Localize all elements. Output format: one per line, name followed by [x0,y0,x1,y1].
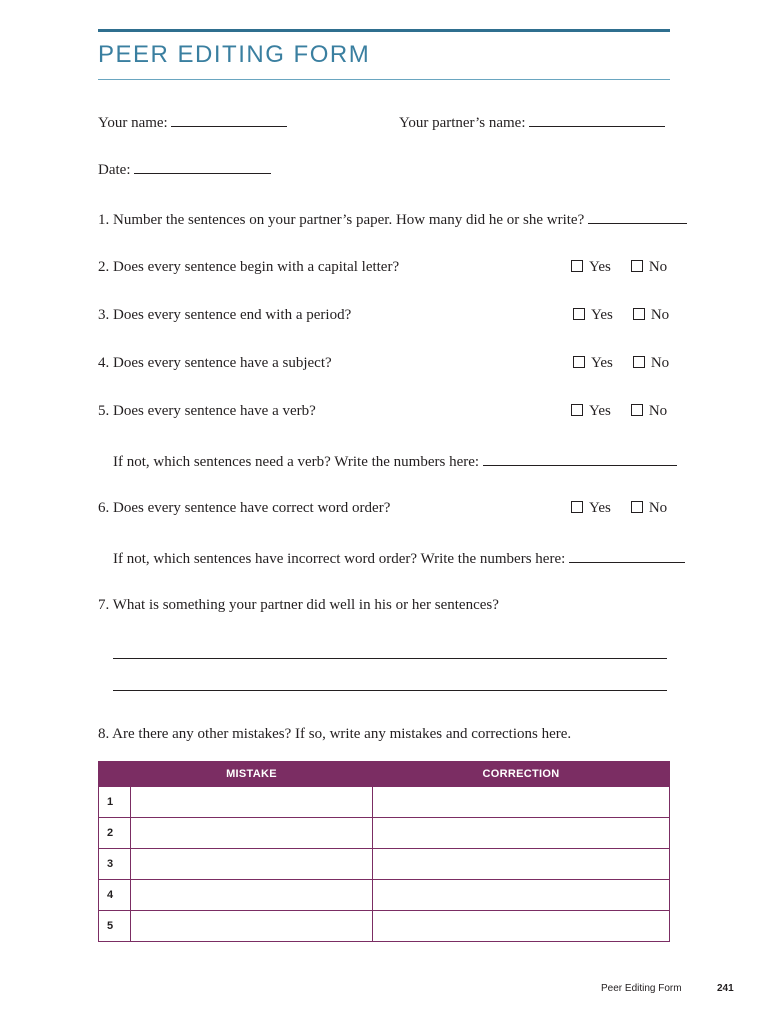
checkbox-icon[interactable] [573,308,585,320]
no-label: No [648,500,668,516]
question-6-text: 6. Does every sentence have correct word order? [98,500,391,516]
partner-name-label: Your partner’s name: [399,115,526,131]
table-header-mistake: MISTAKE [131,762,373,787]
question-6-options [571,499,667,517]
question-8-text: 8. Are there any other mistakes? If so, write any mistakes and corrections here. [98,726,572,742]
yes-option[interactable] [571,403,611,420]
no-label: No [648,259,668,275]
correction-cell[interactable] [373,849,670,880]
correction-cell[interactable] [373,818,670,849]
mistakes-table [98,761,670,942]
question-4-options [573,354,669,372]
question-2-text: 2. Does every sentence begin with a capital letter? [98,259,400,275]
table-row [99,880,670,911]
partner-name-blank[interactable] [529,112,665,127]
question-5-followup-blank[interactable] [483,451,677,466]
answer-line[interactable] [113,690,667,691]
mistake-cell[interactable] [131,787,373,818]
no-option[interactable] [633,355,669,372]
yes-label: Yes [589,500,611,516]
table-row [99,911,670,942]
row-number: 5 [99,911,131,942]
checkbox-icon[interactable] [633,308,645,320]
checkbox-icon[interactable] [571,501,583,513]
table-row [99,818,670,849]
date-field [98,159,271,179]
question-7-text: 7. What is something your partner did well in his or her sentences? [98,597,499,613]
mistake-cell[interactable] [131,849,373,880]
question-5-followup-text: If not, which sentences need a verb? Write the numbers here: [113,454,480,470]
page-number: 241 [717,983,734,994]
yes-option[interactable] [573,307,613,324]
top-rule [98,29,670,32]
your-name-blank[interactable] [171,112,287,127]
date-label: Date: [98,162,131,178]
your-name-label: Your name: [98,115,168,131]
question-6-followup [113,548,685,568]
checkbox-icon[interactable] [631,260,643,272]
title-rule [98,79,670,80]
table-header-blank [99,762,131,787]
table-header-correction: CORRECTION [373,762,670,787]
row-number: 3 [99,849,131,880]
question-3-text: 3. Does every sentence end with a period? [98,307,352,323]
yes-label: Yes [591,307,613,323]
no-option[interactable] [631,500,667,517]
question-5-followup [113,451,677,471]
correction-cell[interactable] [373,911,670,942]
checkbox-icon[interactable] [573,356,585,368]
table-row [99,849,670,880]
yes-label: Yes [591,355,613,371]
page-title: PEER EDITING FORM [98,41,371,68]
footer-section-title: Peer Editing Form [601,983,682,994]
row-number: 4 [99,880,131,911]
table-row [99,787,670,818]
yes-option[interactable] [571,259,611,276]
no-label: No [648,403,668,419]
row-number: 1 [99,787,131,818]
mistake-cell[interactable] [131,911,373,942]
your-name-field [98,112,287,132]
question-1-text: 1. Number the sentences on your partner’s paper. How many did he or she write? [98,212,585,228]
no-option[interactable] [631,259,667,276]
mistake-cell[interactable] [131,818,373,849]
question-4-text: 4. Does every sentence have a subject? [98,355,332,371]
no-option[interactable] [633,307,669,324]
checkbox-icon[interactable] [571,404,583,416]
question-5-text: 5. Does every sentence have a verb? [98,403,316,419]
no-label: No [650,355,670,371]
yes-option[interactable] [573,355,613,372]
mistake-cell[interactable] [131,880,373,911]
no-option[interactable] [631,403,667,420]
question-6-followup-blank[interactable] [569,548,685,563]
checkbox-icon[interactable] [631,501,643,513]
question-1-blank[interactable] [588,209,687,224]
answer-line[interactable] [113,658,667,659]
correction-cell[interactable] [373,787,670,818]
question-3-options [573,306,669,324]
partner-name-field [399,112,665,132]
no-label: No [650,307,670,323]
question-2-options [571,258,667,276]
date-blank[interactable] [134,159,271,174]
question-1 [98,209,687,229]
checkbox-icon[interactable] [631,404,643,416]
checkbox-icon[interactable] [571,260,583,272]
question-5-options [571,402,667,420]
yes-option[interactable] [571,500,611,517]
yes-label: Yes [589,259,611,275]
row-number: 2 [99,818,131,849]
question-6-followup-text: If not, which sentences have incorrect word order? Write the numbers here: [113,551,566,567]
correction-cell[interactable] [373,880,670,911]
table-header-row [99,762,670,787]
checkbox-icon[interactable] [633,356,645,368]
yes-label: Yes [589,403,611,419]
